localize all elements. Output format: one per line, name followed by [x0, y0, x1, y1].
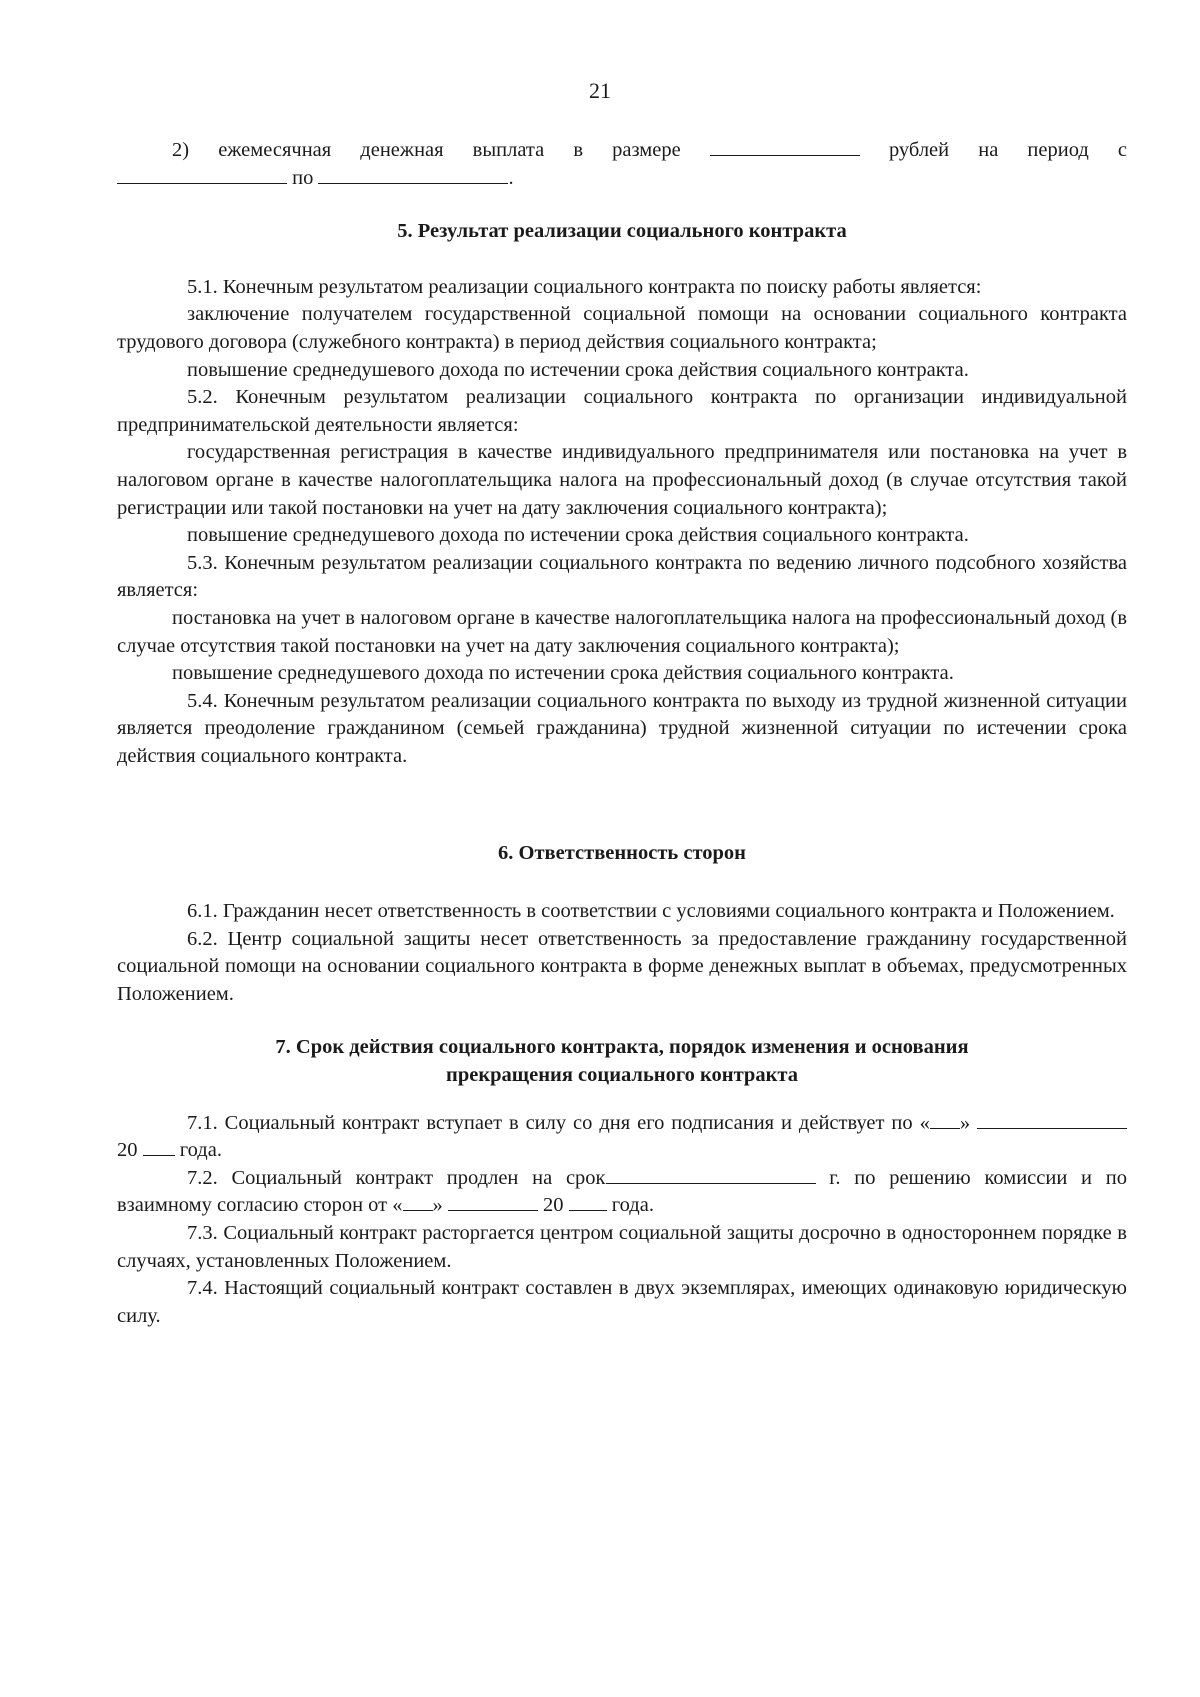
clause-7-1-month-blank[interactable]	[977, 1110, 1127, 1129]
clause-7-2	[117, 1165, 1127, 1220]
clause-5-4: 5.4. Конечным результатом реализации социального контракта по выходу из трудной жизненной ситуации является преодоление гражданином (семьей гражданина) трудной жизненной ситуации по истечении срока действия социального контракта.	[117, 689, 1127, 767]
clause-5-2-item-2: повышение среднедушевого дохода по истечении срока действия социального контракта.	[187, 524, 969, 547]
clause-7-2-day-blank[interactable]	[403, 1192, 433, 1211]
clause-7-1-text-a: 7.1. Социальный контракт вступает в силу со дня его подписания и действует по «	[187, 1111, 930, 1134]
payment-text-a: 2) ежемесячная денежная выплата в размере	[172, 139, 681, 161]
clause-7-4: 7.4. Настоящий социальный контракт составлен в двух экземплярах, имеющих одинаковую юридическую силу.	[117, 1277, 1127, 1327]
clause-7-2-term-blank[interactable]	[606, 1165, 816, 1184]
clause-7-1-day-blank[interactable]	[930, 1110, 960, 1129]
clause-7-1	[117, 1110, 1127, 1165]
clause-7-2-text-a: 7.2. Социальный контракт продлен на срок	[187, 1166, 606, 1189]
section-7-heading-line-1: 7. Срок действия социального контракта, порядок изменения и основания	[275, 1036, 969, 1059]
payment-clause	[117, 137, 1127, 165]
clause-5-1-item-1: заключение получателем государственной социальной помощи на основании социального контракта трудового договора (служебного контракта) в период действия социального контракта;	[117, 303, 1127, 353]
clause-5-2-item-1: государственная регистрация в качестве индивидуального предпринимателя или постановка на учет в налоговом органе в качестве налогоплательщика налога на профессиональный доход (в случае отсутствия такой регистрации или такой постановки на учет на дату заключения социального контракта);	[117, 441, 1127, 519]
document-body	[117, 137, 1127, 1330]
clause-5-2: 5.2. Конечным результатом реализации социального контракта по организации индивидуальной предпринимательской деятельности является:	[117, 386, 1127, 436]
clause-7-2-text-b: г. по решению комиссии и по взаимному согласию сторон от «	[117, 1166, 1127, 1217]
clause-7-1-year-blank[interactable]	[143, 1137, 175, 1156]
clause-7-2-year-blank[interactable]	[569, 1192, 607, 1211]
clause-5-1: 5.1. Конечным результатом реализации социального контракта по поиску работы является:	[187, 275, 982, 298]
clause-7-2-text-c: »	[432, 1194, 443, 1217]
page-number: 21	[589, 78, 611, 103]
clause-6-2: 6.2. Центр социальной защиты несет ответственность за предоставление гражданину государственной социальной помощи на основании социального контракта в форме денежных выплат в объемах, предусмотренных Положением.	[117, 927, 1127, 1005]
clause-7-2-text-e: года.	[611, 1194, 654, 1217]
period-end-blank[interactable]	[318, 165, 508, 184]
section-7-heading-line-2: прекращения социального контракта	[446, 1064, 798, 1087]
clause-7-1-text-b: »	[959, 1111, 971, 1134]
payment-period-line	[117, 165, 1127, 193]
section-5-heading: 5. Результат реализации социального контракта	[397, 220, 847, 243]
clause-6-1: 6.1. Гражданин несет ответственность в соответствии с условиями социального контракта и Положением.	[187, 900, 1115, 923]
payment-text-b: рублей на период с	[888, 139, 1128, 161]
payment-amount-blank[interactable]	[710, 137, 860, 156]
clause-7-2-month-blank[interactable]	[448, 1192, 538, 1211]
clause-5-3-item-2: повышение среднедушевого дохода по истечении срока действия социального контракта.	[172, 662, 954, 685]
clause-7-1-text-d: года.	[179, 1139, 222, 1162]
payment-text-d: .	[508, 166, 514, 189]
clause-5-3-item-1: постановка на учет в налоговом органе в качестве налогоплательщика налога на профессиональный доход (в случае отсутствия такой постановки на учет на дату заключения социального контракта);	[117, 606, 1127, 657]
payment-text-c: по	[292, 166, 314, 189]
section-6-heading: 6. Ответственность сторон	[498, 842, 746, 865]
clause-7-1-text-c: 20	[117, 1139, 138, 1162]
clause-7-3: 7.3. Социальный контракт расторгается центром социальной защиты досрочно в одностороннем порядке в случаях, установленных Положением.	[117, 1222, 1127, 1272]
clause-5-1-item-2: повышение среднедушевого дохода по истечении срока действия социального контракта.	[187, 358, 969, 381]
clause-7-2-text-d: 20	[543, 1194, 564, 1217]
period-start-blank[interactable]	[117, 165, 287, 184]
clause-5-3: 5.3. Конечным результатом реализации социального контракта по ведению личного подсобного хозяйства является:	[117, 551, 1127, 602]
